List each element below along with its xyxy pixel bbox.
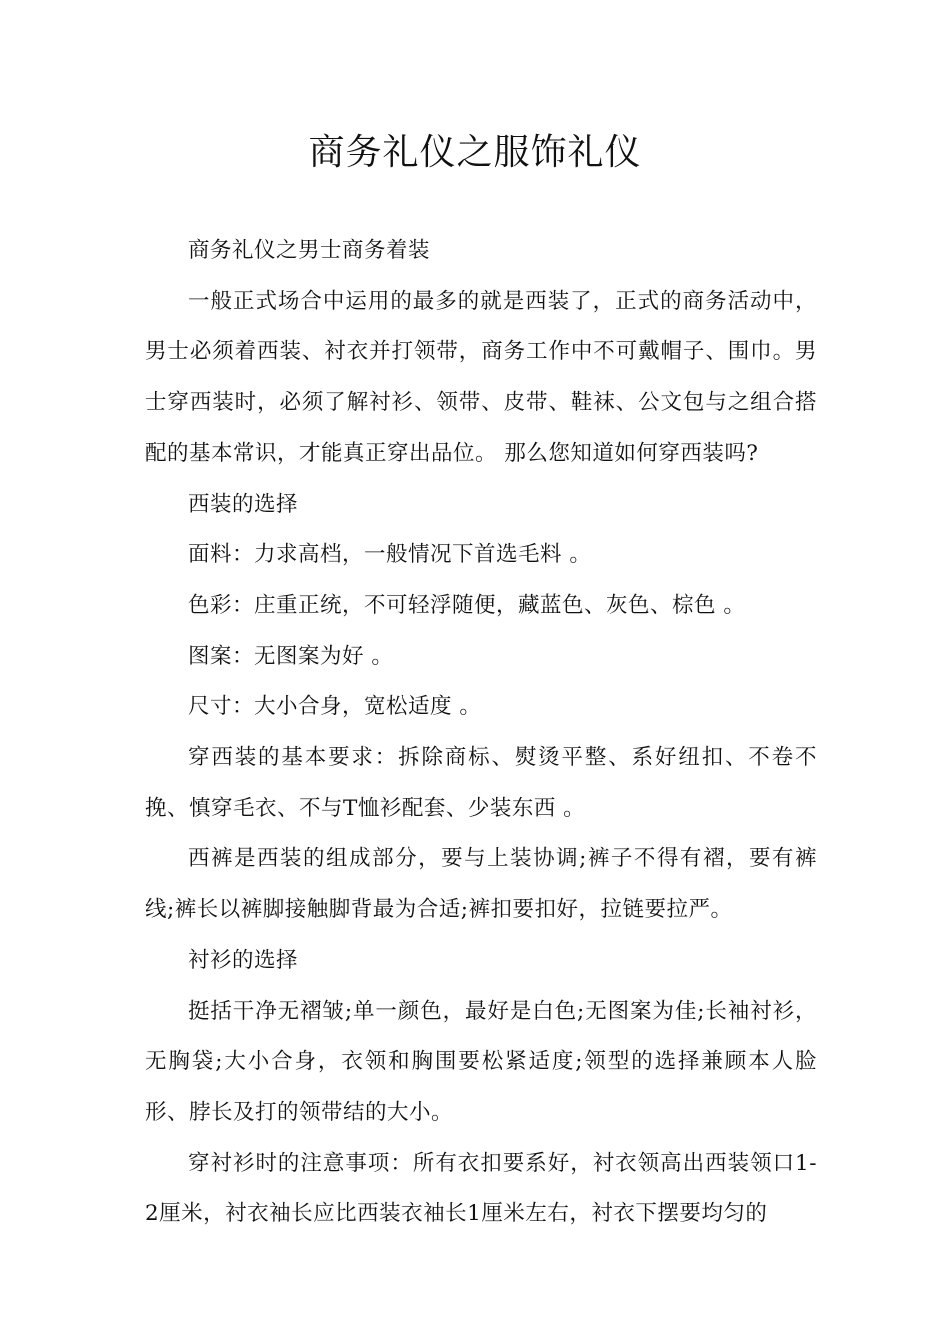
paragraph-color: 色彩：庄重正统，不可轻浮随便，藏蓝色、灰色、棕色 。: [188, 592, 746, 618]
section-heading-shirt-choice: 衬衫的选择: [188, 947, 299, 973]
paragraph-shirt-choice: 挺括干净无褶皱;单一颜色，最好是白色;无图案为佳;长袖衬衫，无胸袋;大小合身，衣领和胸围要松紧适度;领型的选择兼顾本人脸形、脖长及打的领带结的大小。: [145, 998, 817, 1125]
paragraph-trousers: 西裤是西装的组成部分，要与上装协调;裤子不得有褶，要有裤线;裤长以裤脚接触脚背最为合适;裤扣要扣好，拉链要拉严。: [145, 846, 817, 923]
paragraph-suit-requirements: 穿西装的基本要求：拆除商标、熨烫平整、系好纽扣、不卷不挽、慎穿毛衣、不与T恤衫配套、少装东西 。: [145, 745, 817, 821]
document-body: [145, 226, 817, 1240]
paragraph-fabric: 面料：力求高档，一般情况下首选毛料 。: [188, 542, 592, 568]
section-heading-suit-choice: 西装的选择: [188, 491, 299, 517]
section-heading-mens-attire: 商务礼仪之男士商务着装: [188, 238, 431, 263]
paragraph-shirt-notes: 穿衬衫时的注意事项：所有衣扣要系好，衬衣领高出西装领口1-2厘米，衬衣袖长应比西装衣袖长1厘米左右，衬衣下摆要均匀的: [145, 1150, 817, 1227]
paragraph-size: 尺寸：大小合身，宽松适度 。: [188, 694, 482, 720]
document-title: 商务礼仪之服饰礼仪: [308, 132, 642, 173]
paragraph-pattern: 图案：无图案为好 。: [188, 643, 394, 669]
paragraph-suit-intro: 一般正式场合中运用的最多的就是西装了，正式的商务活动中，男士必须着西装、衬衣并打领带，商务工作中不可戴帽子、围巾。男士穿西装时，必须了解衬衫、领带、皮带、鞋袜、公文包与之组合搭配的基本常识，才能真正穿出品位。 那么您知道如何穿西装吗?: [145, 288, 817, 466]
